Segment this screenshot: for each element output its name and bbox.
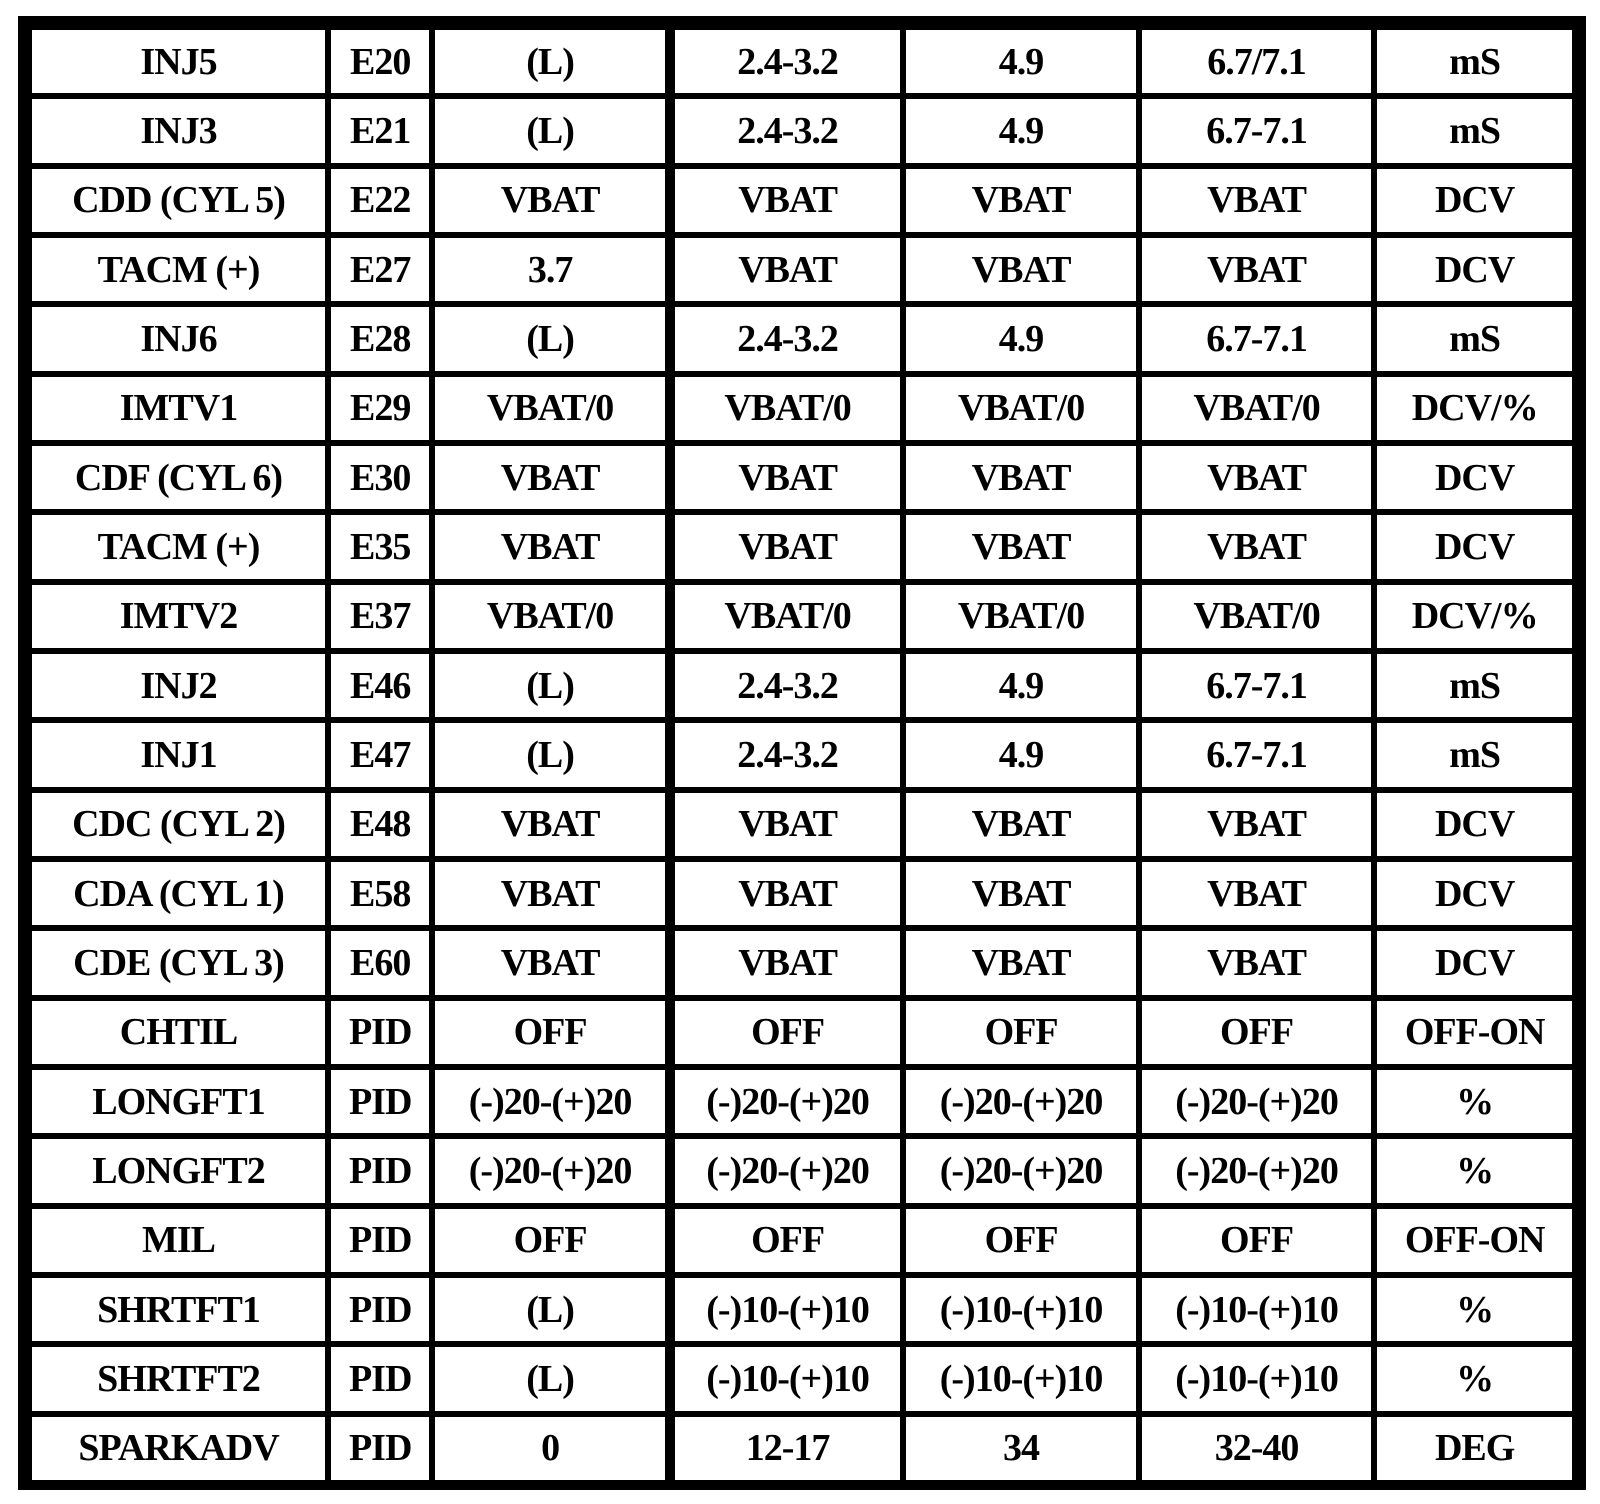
pin-cell: PID — [331, 1278, 429, 1341]
value-1-cell: VBAT — [435, 446, 664, 509]
value-2-cell: 2.4-3.2 — [671, 30, 900, 93]
value-3-cell: VBAT — [906, 862, 1135, 925]
value-3-cell: VBAT — [906, 446, 1135, 509]
pin-cell: E60 — [331, 931, 429, 994]
table-row — [32, 307, 1572, 370]
value-4-cell: 32-40 — [1142, 1417, 1371, 1480]
value-4-cell: (-)20-(+)20 — [1142, 1070, 1371, 1133]
value-4-cell: OFF — [1142, 1209, 1371, 1272]
value-1-cell: (-)20-(+)20 — [435, 1070, 664, 1133]
pin-cell: E46 — [331, 654, 429, 717]
value-4-cell: 6.7-7.1 — [1142, 723, 1371, 786]
value-3-cell: VBAT — [906, 793, 1135, 856]
value-2-cell: VBAT — [671, 793, 900, 856]
table-row — [32, 1139, 1572, 1202]
pin-cell: E21 — [331, 99, 429, 162]
spec-table — [26, 24, 1578, 1486]
value-4-cell: VBAT — [1142, 931, 1371, 994]
signal-name-cell: SPARKADV — [32, 1417, 325, 1480]
unit-cell: DCV/% — [1377, 585, 1572, 648]
pin-cell: E47 — [331, 723, 429, 786]
signal-name-cell: TACM (+) — [32, 238, 325, 301]
unit-cell: mS — [1377, 30, 1572, 93]
table-row — [32, 793, 1572, 856]
value-1-cell: VBAT/0 — [435, 377, 664, 440]
value-3-cell: 4.9 — [906, 30, 1135, 93]
spec-table-body — [32, 30, 1572, 1480]
value-3-cell: OFF — [906, 1209, 1135, 1272]
unit-cell: mS — [1377, 654, 1572, 717]
value-1-cell: VBAT — [435, 793, 664, 856]
unit-cell: DCV — [1377, 169, 1572, 232]
signal-name-cell: INJ6 — [32, 307, 325, 370]
value-1-cell: 0 — [435, 1417, 664, 1480]
value-1-cell: OFF — [435, 1001, 664, 1064]
value-1-cell: (L) — [435, 307, 664, 370]
value-2-cell: OFF — [671, 1001, 900, 1064]
value-2-cell: VBAT — [671, 862, 900, 925]
value-1-cell: VBAT — [435, 931, 664, 994]
table-row — [32, 1070, 1572, 1133]
value-3-cell: VBAT/0 — [906, 377, 1135, 440]
value-4-cell: VBAT/0 — [1142, 377, 1371, 440]
value-4-cell: VBAT — [1142, 862, 1371, 925]
signal-name-cell: CDC (CYL 2) — [32, 793, 325, 856]
value-2-cell: (-)10-(+)10 — [671, 1278, 900, 1341]
table-row — [32, 377, 1572, 440]
value-4-cell: 6.7-7.1 — [1142, 307, 1371, 370]
unit-cell: mS — [1377, 307, 1572, 370]
value-4-cell: VBAT/0 — [1142, 585, 1371, 648]
pin-cell: E22 — [331, 169, 429, 232]
signal-name-cell: LONGFT2 — [32, 1139, 325, 1202]
pin-cell: E58 — [331, 862, 429, 925]
value-2-cell: 2.4-3.2 — [671, 307, 900, 370]
table-row — [32, 931, 1572, 994]
value-4-cell: 6.7/7.1 — [1142, 30, 1371, 93]
value-4-cell: OFF — [1142, 1001, 1371, 1064]
pin-cell: PID — [331, 1139, 429, 1202]
table-row — [32, 1278, 1572, 1341]
value-1-cell: VBAT/0 — [435, 585, 664, 648]
value-3-cell: VBAT — [906, 515, 1135, 578]
value-2-cell: 2.4-3.2 — [671, 723, 900, 786]
unit-cell: % — [1377, 1278, 1572, 1341]
signal-name-cell: CDE (CYL 3) — [32, 931, 325, 994]
value-4-cell: (-)10-(+)10 — [1142, 1347, 1371, 1410]
value-2-cell: VBAT/0 — [671, 377, 900, 440]
signal-name-cell: MIL — [32, 1209, 325, 1272]
value-3-cell: (-)10-(+)10 — [906, 1278, 1135, 1341]
signal-name-cell: CDD (CYL 5) — [32, 169, 325, 232]
table-row — [32, 99, 1572, 162]
value-1-cell: (L) — [435, 723, 664, 786]
unit-cell: mS — [1377, 723, 1572, 786]
pin-cell: E29 — [331, 377, 429, 440]
value-3-cell: 4.9 — [906, 307, 1135, 370]
value-4-cell: VBAT — [1142, 515, 1371, 578]
value-4-cell: VBAT — [1142, 169, 1371, 232]
value-2-cell: (-)20-(+)20 — [671, 1139, 900, 1202]
unit-cell: DCV — [1377, 931, 1572, 994]
value-2-cell: VBAT — [671, 238, 900, 301]
value-4-cell: 6.7-7.1 — [1142, 654, 1371, 717]
value-4-cell: (-)20-(+)20 — [1142, 1139, 1371, 1202]
signal-name-cell: TACM (+) — [32, 515, 325, 578]
value-2-cell: 12-17 — [671, 1417, 900, 1480]
unit-cell: DCV/% — [1377, 377, 1572, 440]
table-row — [32, 238, 1572, 301]
table-row — [32, 1209, 1572, 1272]
value-3-cell: VBAT — [906, 931, 1135, 994]
signal-name-cell: IMTV2 — [32, 585, 325, 648]
value-1-cell: VBAT — [435, 169, 664, 232]
signal-name-cell: IMTV1 — [32, 377, 325, 440]
signal-name-cell: CDF (CYL 6) — [32, 446, 325, 509]
value-3-cell: 34 — [906, 1417, 1135, 1480]
value-2-cell: (-)20-(+)20 — [671, 1070, 900, 1133]
unit-cell: DCV — [1377, 862, 1572, 925]
value-4-cell: (-)10-(+)10 — [1142, 1278, 1371, 1341]
value-1-cell: VBAT — [435, 515, 664, 578]
value-1-cell: (L) — [435, 99, 664, 162]
unit-cell: DCV — [1377, 446, 1572, 509]
value-1-cell: (L) — [435, 30, 664, 93]
unit-cell: % — [1377, 1070, 1572, 1133]
value-2-cell: (-)10-(+)10 — [671, 1347, 900, 1410]
value-2-cell: VBAT/0 — [671, 585, 900, 648]
pin-cell: E37 — [331, 585, 429, 648]
unit-cell: DCV — [1377, 793, 1572, 856]
table-row — [32, 30, 1572, 93]
table-row — [32, 446, 1572, 509]
value-3-cell: OFF — [906, 1001, 1135, 1064]
pin-cell: PID — [331, 1001, 429, 1064]
pin-cell: PID — [331, 1070, 429, 1133]
signal-name-cell: LONGFT1 — [32, 1070, 325, 1133]
unit-cell: DEG — [1377, 1417, 1572, 1480]
table-row — [32, 1347, 1572, 1410]
pin-cell: E28 — [331, 307, 429, 370]
table-row — [32, 585, 1572, 648]
signal-name-cell: SHRTFT1 — [32, 1278, 325, 1341]
table-row — [32, 723, 1572, 786]
value-3-cell: 4.9 — [906, 723, 1135, 786]
unit-cell: OFF-ON — [1377, 1001, 1572, 1064]
table-row — [32, 1417, 1572, 1480]
unit-cell: mS — [1377, 99, 1572, 162]
value-1-cell: (-)20-(+)20 — [435, 1139, 664, 1202]
unit-cell: % — [1377, 1139, 1572, 1202]
signal-name-cell: INJ3 — [32, 99, 325, 162]
value-1-cell: 3.7 — [435, 238, 664, 301]
signal-name-cell: CDA (CYL 1) — [32, 862, 325, 925]
table-row — [32, 654, 1572, 717]
value-3-cell: VBAT/0 — [906, 585, 1135, 648]
unit-cell: DCV — [1377, 515, 1572, 578]
unit-cell: DCV — [1377, 238, 1572, 301]
signal-name-cell: INJ1 — [32, 723, 325, 786]
value-4-cell: 6.7-7.1 — [1142, 99, 1371, 162]
value-3-cell: 4.9 — [906, 654, 1135, 717]
signal-name-cell: INJ5 — [32, 30, 325, 93]
table-row — [32, 862, 1572, 925]
value-3-cell: 4.9 — [906, 99, 1135, 162]
signal-name-cell: INJ2 — [32, 654, 325, 717]
value-3-cell: (-)20-(+)20 — [906, 1139, 1135, 1202]
pin-cell: E20 — [331, 30, 429, 93]
pin-cell: PID — [331, 1209, 429, 1272]
value-4-cell: VBAT — [1142, 446, 1371, 509]
value-3-cell: VBAT — [906, 238, 1135, 301]
value-2-cell: 2.4-3.2 — [671, 654, 900, 717]
pin-cell: E35 — [331, 515, 429, 578]
signal-name-cell: CHTIL — [32, 1001, 325, 1064]
pin-cell: E27 — [331, 238, 429, 301]
pin-cell: E30 — [331, 446, 429, 509]
value-1-cell: (L) — [435, 1278, 664, 1341]
value-4-cell: VBAT — [1142, 238, 1371, 301]
value-2-cell: VBAT — [671, 931, 900, 994]
signal-name-cell: SHRTFT2 — [32, 1347, 325, 1410]
value-3-cell: (-)20-(+)20 — [906, 1070, 1135, 1133]
value-1-cell: OFF — [435, 1209, 664, 1272]
table-row — [32, 169, 1572, 232]
spec-table-frame — [18, 16, 1586, 1490]
value-2-cell: VBAT — [671, 169, 900, 232]
unit-cell: OFF-ON — [1377, 1209, 1572, 1272]
table-row — [32, 515, 1572, 578]
value-2-cell: VBAT — [671, 515, 900, 578]
value-2-cell: OFF — [671, 1209, 900, 1272]
unit-cell: % — [1377, 1347, 1572, 1410]
value-3-cell: VBAT — [906, 169, 1135, 232]
value-1-cell: (L) — [435, 654, 664, 717]
value-1-cell: (L) — [435, 1347, 664, 1410]
pin-cell: PID — [331, 1417, 429, 1480]
value-1-cell: VBAT — [435, 862, 664, 925]
value-3-cell: (-)10-(+)10 — [906, 1347, 1135, 1410]
value-4-cell: VBAT — [1142, 793, 1371, 856]
value-2-cell: VBAT — [671, 446, 900, 509]
table-row — [32, 1001, 1572, 1064]
pin-cell: PID — [331, 1347, 429, 1410]
pin-cell: E48 — [331, 793, 429, 856]
value-2-cell: 2.4-3.2 — [671, 99, 900, 162]
